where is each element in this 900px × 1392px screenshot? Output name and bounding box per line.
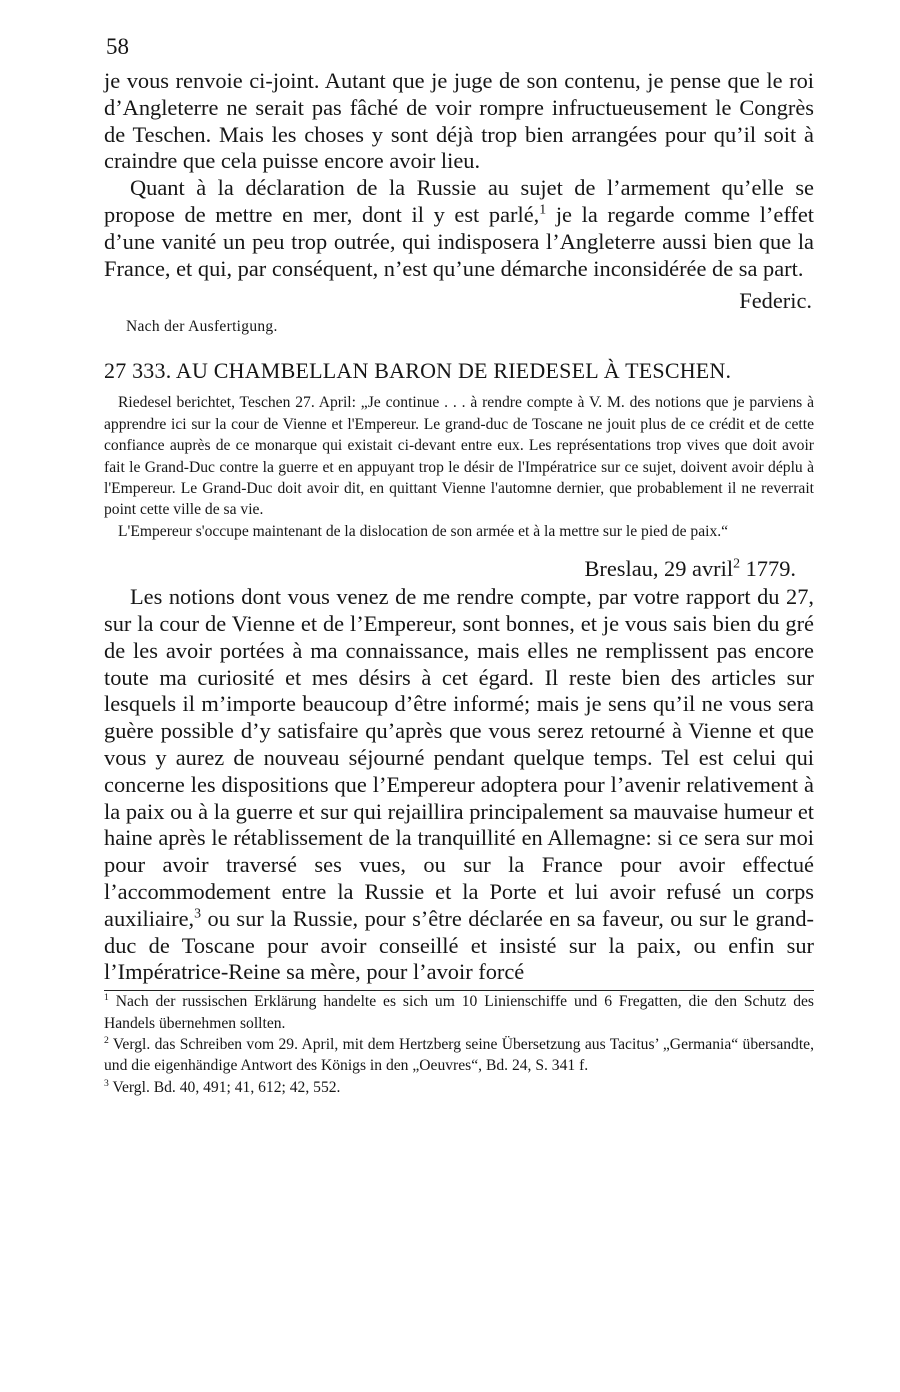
footnote-1-mark: 1 (104, 991, 109, 1003)
letter-body-part-a: Les notions dont vous venez de me rendre compte, par votre rapport du 27, sur la cour de Vienne et de l’Empereur, sont bonnes, et je vous sais bien du gré de les avoir portées à ma connaissance, mais elles ne remplissent pas encore toute ma curiosité et mes désirs à cet égard. Il reste bien des articles sur lesquels il m’importe beaucoup d’être informé; mais je sens qu’il ne vous sera guère possible d’y satisfaire qu’après que vous serez retourné à Vienne et que vous y aurez de nouveau séjourné pendant quelque temps. Tel est celui qui concerne les dispositions que l’Empereur adoptera pour l’avenir relativement à la paix ou à la guerre et sur qui rejaillira principalement sa mauvaise humeur et haine après le rétablissement de la tranquillité en Allemagne: si ce sera sur moi pour avoir traversé ses vues, ou sur la France pour avoir effectué l’accommodement entre la Russie et la Porte et lui avoir refusé un corps auxiliaire, (104, 584, 814, 931)
paragraph-2-part-b: je la regarde comme l’effet d’une vanité un peu trop outrée, qui indisposera l’Angleterre aussi bien que la France, et qui, par conséquent, n’est qu’une démarche inconsidérée de sa part. (104, 201, 814, 281)
footnote-1-text: Nach der russischen Erklärung handelte es sich um 10 Linienschiffe und 6 Fregatten, die den Schutz des Handels übernehmen sollten. (104, 993, 814, 1032)
dateline-part-b: 1779. (740, 556, 796, 582)
source-note: Nach der Ausfertigung. (126, 318, 278, 336)
signature: Federic. (739, 288, 812, 314)
footnote-ref-3: 3 (194, 906, 202, 922)
document-page (104, 34, 814, 1098)
footnote-ref-1: 1 (539, 202, 547, 218)
footnote-2-text: Vergl. das Schreiben vom 29. April, mit dem Hertzberg seine Übersetzung aus Tacitus’ „Germania“ übersandte, und die eigenhändige Antwort des Königs in den „Oeuvres“, Bd. 24, S. 341 f. (104, 1035, 814, 1075)
paragraph-2 (104, 175, 814, 282)
report-summary (104, 392, 814, 542)
footnote-3-text: Vergl. Bd. 40, 491; 41, 612; 42, 552. (108, 1078, 341, 1096)
dateline-part-a: Breslau, 29 avril (584, 556, 734, 582)
report-paragraph-1: Riedesel berichtet, Teschen 27. April: „Je continue . . . à rendre compte à V. M. des notions que je parviens à apprendre ici sur la cour de Vienne et l'Empereur. Le grand-duc de Toscane ne jouit plus de ce crédit et de cette confiance auprès de ce monarque qui existait ci-devant entre eux. Les représentations trop vives que doit avoir fait le Grand-Duc contre la guerre et en appuyant trop le désir de l'Impératrice sur ce sujet, doivent avoir déplu à l'Empereur. Le Grand-Duc doit avoir dit, en quittant Vienne l'automne dernier, que probablement il ne reverrait point cette ville de sa vie. (104, 394, 814, 519)
page-number: 58 (106, 34, 129, 59)
footnote-3-mark: 3 (104, 1077, 109, 1089)
footnotes (104, 991, 814, 1098)
paragraph-2-part-a: Quant à la déclaration de la Russie au sujet de l’armement qu’elle se propose de mettre en mer, dont il y est parlé, (104, 175, 814, 227)
report-paragraph-2: L'Empereur s'occupe maintenant de la dislocation de son armée et à la mettre sur le pied de paix.“ (118, 522, 729, 540)
dateline (104, 556, 796, 582)
footnote-2 (104, 1034, 814, 1077)
paragraph-1: je vous renvoie ci-joint. Autant que je juge de son contenu, je pense que le roi d’Angleterre ne serait pas fâché de voir rompre infructueusement le Congrès de Teschen. Mais les choses y sont déjà trop bien arrangées pour qu’il soit à craindre que cela puisse encore avoir lieu. (104, 68, 814, 174)
footnote-3 (104, 1077, 814, 1098)
letter-body (104, 584, 814, 986)
footnote-1 (104, 991, 814, 1034)
letter-heading: 27 333. AU CHAMBELLAN BARON DE RIEDESEL À TESCHEN. (104, 358, 732, 384)
footnote-2-mark: 2 (104, 1034, 109, 1046)
footnote-ref-2: 2 (733, 556, 741, 572)
letter-body-part-b: ou sur la Russie, pour s’être déclarée en sa faveur, ou sur le grand-duc de Toscane pour avoir conseillé et insisté sur la paix, ou enfin sur l’Impératrice-Reine sa mère, pour l’avoir forcé (104, 905, 814, 985)
